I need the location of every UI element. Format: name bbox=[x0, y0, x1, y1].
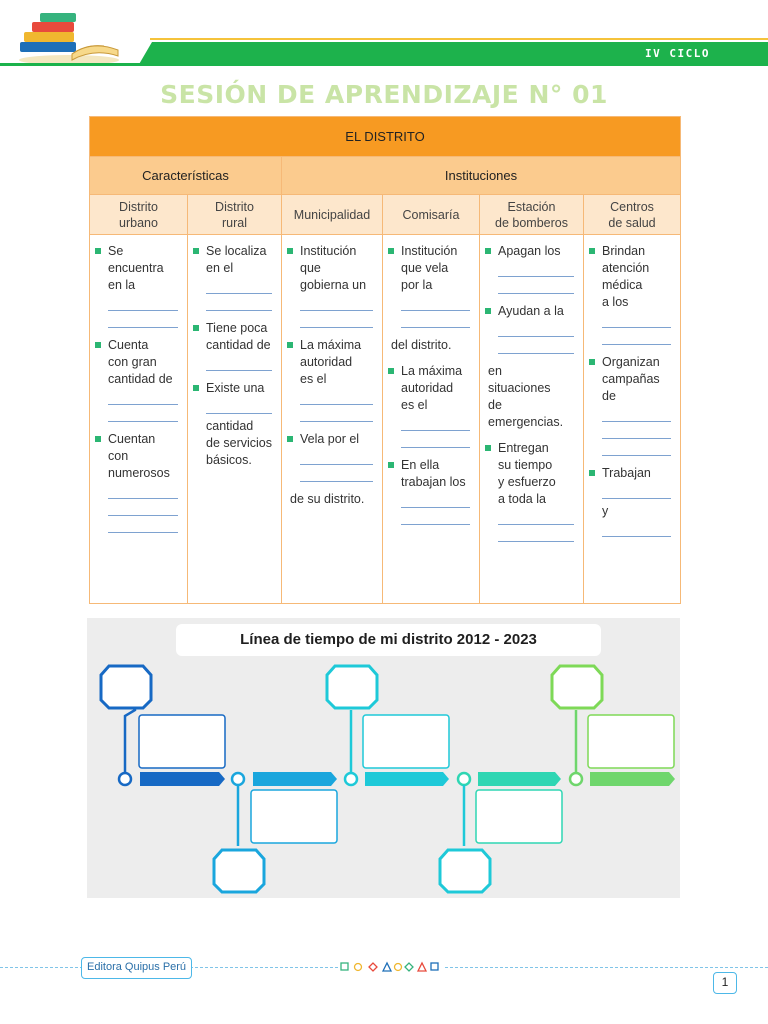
text-line: en bbox=[488, 364, 502, 378]
timeline-year-box[interactable] bbox=[440, 850, 490, 892]
text-line: su tiempo bbox=[498, 458, 553, 472]
text-line: médica bbox=[602, 278, 643, 292]
blank-line[interactable] bbox=[206, 401, 272, 414]
list-item bbox=[387, 363, 476, 448]
group-institutions: Instituciones bbox=[282, 157, 681, 195]
header-rule bbox=[0, 63, 768, 66]
cell-y-text: y bbox=[602, 504, 609, 518]
blank-line[interactable] bbox=[300, 469, 373, 482]
list-item bbox=[588, 354, 677, 456]
blank-line[interactable] bbox=[602, 315, 671, 328]
blank-line[interactable] bbox=[498, 341, 574, 354]
col-comisaria bbox=[383, 195, 480, 235]
timeline-node bbox=[345, 773, 357, 785]
cell-rural bbox=[188, 235, 282, 604]
text-line: Trabajan bbox=[602, 466, 651, 480]
blank-line[interactable] bbox=[108, 520, 178, 533]
cell-municipalidad bbox=[282, 235, 383, 604]
blank-line[interactable] bbox=[300, 392, 373, 405]
blank-line[interactable] bbox=[602, 524, 671, 537]
text-line: es el bbox=[401, 398, 428, 412]
list-item bbox=[588, 243, 677, 345]
text-line: atención bbox=[602, 261, 650, 275]
text-line: Centros bbox=[610, 199, 654, 214]
blank-line[interactable] bbox=[108, 503, 178, 516]
blank-line[interactable] bbox=[300, 409, 373, 422]
list-item bbox=[286, 243, 379, 328]
decorative-shapes-icon bbox=[338, 960, 443, 974]
list-item bbox=[286, 337, 379, 422]
blank-line[interactable] bbox=[401, 495, 470, 508]
text-line: autoridad bbox=[300, 355, 353, 369]
list-item bbox=[387, 457, 476, 525]
list-item bbox=[192, 380, 278, 469]
text-line: de bbox=[488, 398, 502, 412]
col-salud bbox=[584, 195, 681, 235]
timeline-year-box[interactable] bbox=[327, 666, 377, 708]
text-line: En ella bbox=[401, 458, 440, 472]
list-item bbox=[588, 465, 677, 537]
text-line: Se localiza bbox=[206, 244, 267, 258]
timeline-event-box[interactable] bbox=[363, 715, 449, 768]
text-line: de bbox=[602, 389, 616, 403]
timeline-year-box[interactable] bbox=[552, 666, 602, 708]
text-line: gobierna un bbox=[300, 278, 367, 292]
text-line: Comisaría bbox=[402, 207, 460, 222]
blank-line[interactable] bbox=[108, 409, 178, 422]
blank-line[interactable] bbox=[206, 358, 272, 371]
timeline-diagram bbox=[87, 618, 680, 898]
blank-line[interactable] bbox=[401, 512, 470, 525]
blank-line[interactable] bbox=[300, 452, 373, 465]
text-line: La máxima bbox=[300, 338, 362, 352]
list-item bbox=[484, 243, 580, 294]
blank-line[interactable] bbox=[300, 315, 373, 328]
text-line: Municipalidad bbox=[293, 207, 371, 222]
blank-line[interactable] bbox=[108, 486, 178, 499]
text-line: Se bbox=[108, 244, 124, 258]
text-line: Organizan bbox=[602, 355, 660, 369]
cell-salud bbox=[584, 235, 681, 604]
cell-urbano bbox=[90, 235, 188, 604]
text-line: emergencias. bbox=[488, 415, 564, 429]
text-line: trabajan los bbox=[401, 475, 466, 489]
cell-tail-text: de su distrito. bbox=[290, 492, 365, 506]
page-title: SESIÓN DE APRENDIZAJE N° 01 bbox=[160, 80, 608, 109]
text-line: rural bbox=[221, 215, 247, 230]
table-title: EL DISTRITO bbox=[90, 117, 681, 157]
blank-line[interactable] bbox=[602, 426, 671, 439]
text-line: Estación bbox=[507, 199, 556, 214]
timeline-arrow bbox=[365, 772, 449, 786]
timeline-arrow bbox=[478, 772, 561, 786]
text-line: a toda la bbox=[498, 492, 546, 506]
page-number: 1 bbox=[713, 972, 737, 994]
timeline-event-box[interactable] bbox=[476, 790, 562, 843]
blank-line[interactable] bbox=[498, 512, 574, 525]
cell-bomberos bbox=[480, 235, 584, 604]
publisher-label: Editora Quipus Perú bbox=[81, 957, 192, 979]
blank-line[interactable] bbox=[498, 281, 574, 294]
text-line: encuentra bbox=[108, 261, 164, 275]
timeline-arrow bbox=[140, 772, 225, 786]
text-line: básicos. bbox=[206, 453, 252, 467]
blank-line[interactable] bbox=[401, 298, 470, 311]
timeline-panel bbox=[87, 618, 680, 898]
group-characteristics: Características bbox=[90, 157, 282, 195]
blank-line[interactable] bbox=[206, 281, 272, 294]
blank-line[interactable] bbox=[401, 435, 470, 448]
text-line: por la bbox=[401, 278, 433, 292]
blank-line[interactable] bbox=[498, 264, 574, 277]
header-accent-line bbox=[150, 38, 768, 40]
text-line: campañas bbox=[602, 372, 660, 386]
timeline-year-box[interactable] bbox=[101, 666, 151, 708]
blank-line[interactable] bbox=[401, 418, 470, 431]
text-line: cantidad de bbox=[206, 338, 271, 352]
list-item bbox=[484, 440, 580, 542]
text-line: Brindan bbox=[602, 244, 646, 258]
blank-line[interactable] bbox=[108, 315, 178, 328]
text-line: Cuentan bbox=[108, 432, 156, 446]
text-line: de servicios bbox=[206, 436, 272, 450]
blank-line[interactable] bbox=[602, 443, 671, 456]
text-line: con gran bbox=[108, 355, 157, 369]
cell-comisaria bbox=[383, 235, 480, 604]
text-line: que vela bbox=[401, 261, 449, 275]
col-distrito-rural bbox=[188, 195, 282, 235]
blank-line[interactable] bbox=[498, 529, 574, 542]
text-line: y esfuerzo bbox=[498, 475, 556, 489]
blank-line[interactable] bbox=[602, 409, 671, 422]
blank-line[interactable] bbox=[108, 392, 178, 405]
list-item bbox=[192, 320, 278, 371]
text-line: es el bbox=[300, 372, 327, 386]
col-distrito-urbano bbox=[90, 195, 188, 235]
col-bomberos bbox=[480, 195, 584, 235]
list-item bbox=[286, 431, 379, 482]
blank-line[interactable] bbox=[206, 298, 272, 311]
col-municipalidad bbox=[282, 195, 383, 235]
text-line: situaciones bbox=[488, 381, 551, 395]
text-line: con bbox=[108, 449, 129, 463]
text-line: urbano bbox=[119, 215, 158, 230]
list-item bbox=[94, 431, 184, 533]
district-table bbox=[89, 116, 681, 604]
text-line: que bbox=[300, 261, 321, 275]
list-item bbox=[484, 303, 580, 354]
cell-mid-text bbox=[484, 363, 580, 431]
blank-line[interactable] bbox=[602, 486, 671, 499]
text-line: autoridad bbox=[401, 381, 454, 395]
text-line: Tiene poca bbox=[206, 321, 268, 335]
text-line: en la bbox=[108, 278, 136, 292]
blank-line[interactable] bbox=[602, 332, 671, 345]
timeline-event-box[interactable] bbox=[251, 790, 337, 843]
timeline-event-box[interactable] bbox=[139, 715, 225, 768]
list-item bbox=[387, 243, 476, 328]
blank-line[interactable] bbox=[300, 298, 373, 311]
list-item bbox=[94, 337, 184, 422]
text-line: Cuenta bbox=[108, 338, 149, 352]
timeline-node bbox=[458, 773, 470, 785]
text-line: Institución bbox=[401, 244, 458, 258]
text-line: de salud bbox=[608, 215, 656, 230]
timeline-node bbox=[570, 773, 582, 785]
list-item bbox=[192, 243, 278, 311]
text-line: numerosos bbox=[108, 466, 170, 480]
list-item bbox=[94, 243, 184, 328]
text-line: de bomberos bbox=[495, 215, 568, 230]
text-line: Entregan bbox=[498, 441, 549, 455]
text-line: Distrito bbox=[215, 199, 254, 214]
timeline-arrow bbox=[590, 772, 675, 786]
text-line: cantidad bbox=[206, 419, 254, 433]
text-line: a los bbox=[602, 295, 629, 309]
blank-line[interactable] bbox=[401, 315, 470, 328]
text-line: Vela por el bbox=[300, 432, 360, 446]
text-line: La máxima bbox=[401, 364, 463, 378]
timeline-arrow bbox=[253, 772, 337, 786]
text-line: Ayudan a la bbox=[498, 304, 564, 318]
books-illustration bbox=[14, 10, 124, 66]
timeline-year-box[interactable] bbox=[214, 850, 264, 892]
timeline-node bbox=[119, 773, 131, 785]
timeline-event-box[interactable] bbox=[588, 715, 674, 768]
blank-line[interactable] bbox=[498, 324, 574, 337]
blank-line[interactable] bbox=[108, 298, 178, 311]
cycle-label: IV CICLO bbox=[645, 47, 710, 60]
text-line: cantidad de bbox=[108, 372, 173, 386]
page-header bbox=[0, 0, 768, 70]
text-line: Institución bbox=[300, 244, 357, 258]
timeline-title: Línea de tiempo de mi distrito 2012 - 2023 bbox=[176, 624, 601, 656]
text-line: Existe una bbox=[206, 381, 265, 395]
text-line: Apagan los bbox=[498, 244, 561, 258]
text-line: Distrito bbox=[119, 199, 158, 214]
text-line: en el bbox=[206, 261, 234, 275]
timeline-node bbox=[232, 773, 244, 785]
cell-mid-text: del distrito. bbox=[391, 338, 452, 352]
